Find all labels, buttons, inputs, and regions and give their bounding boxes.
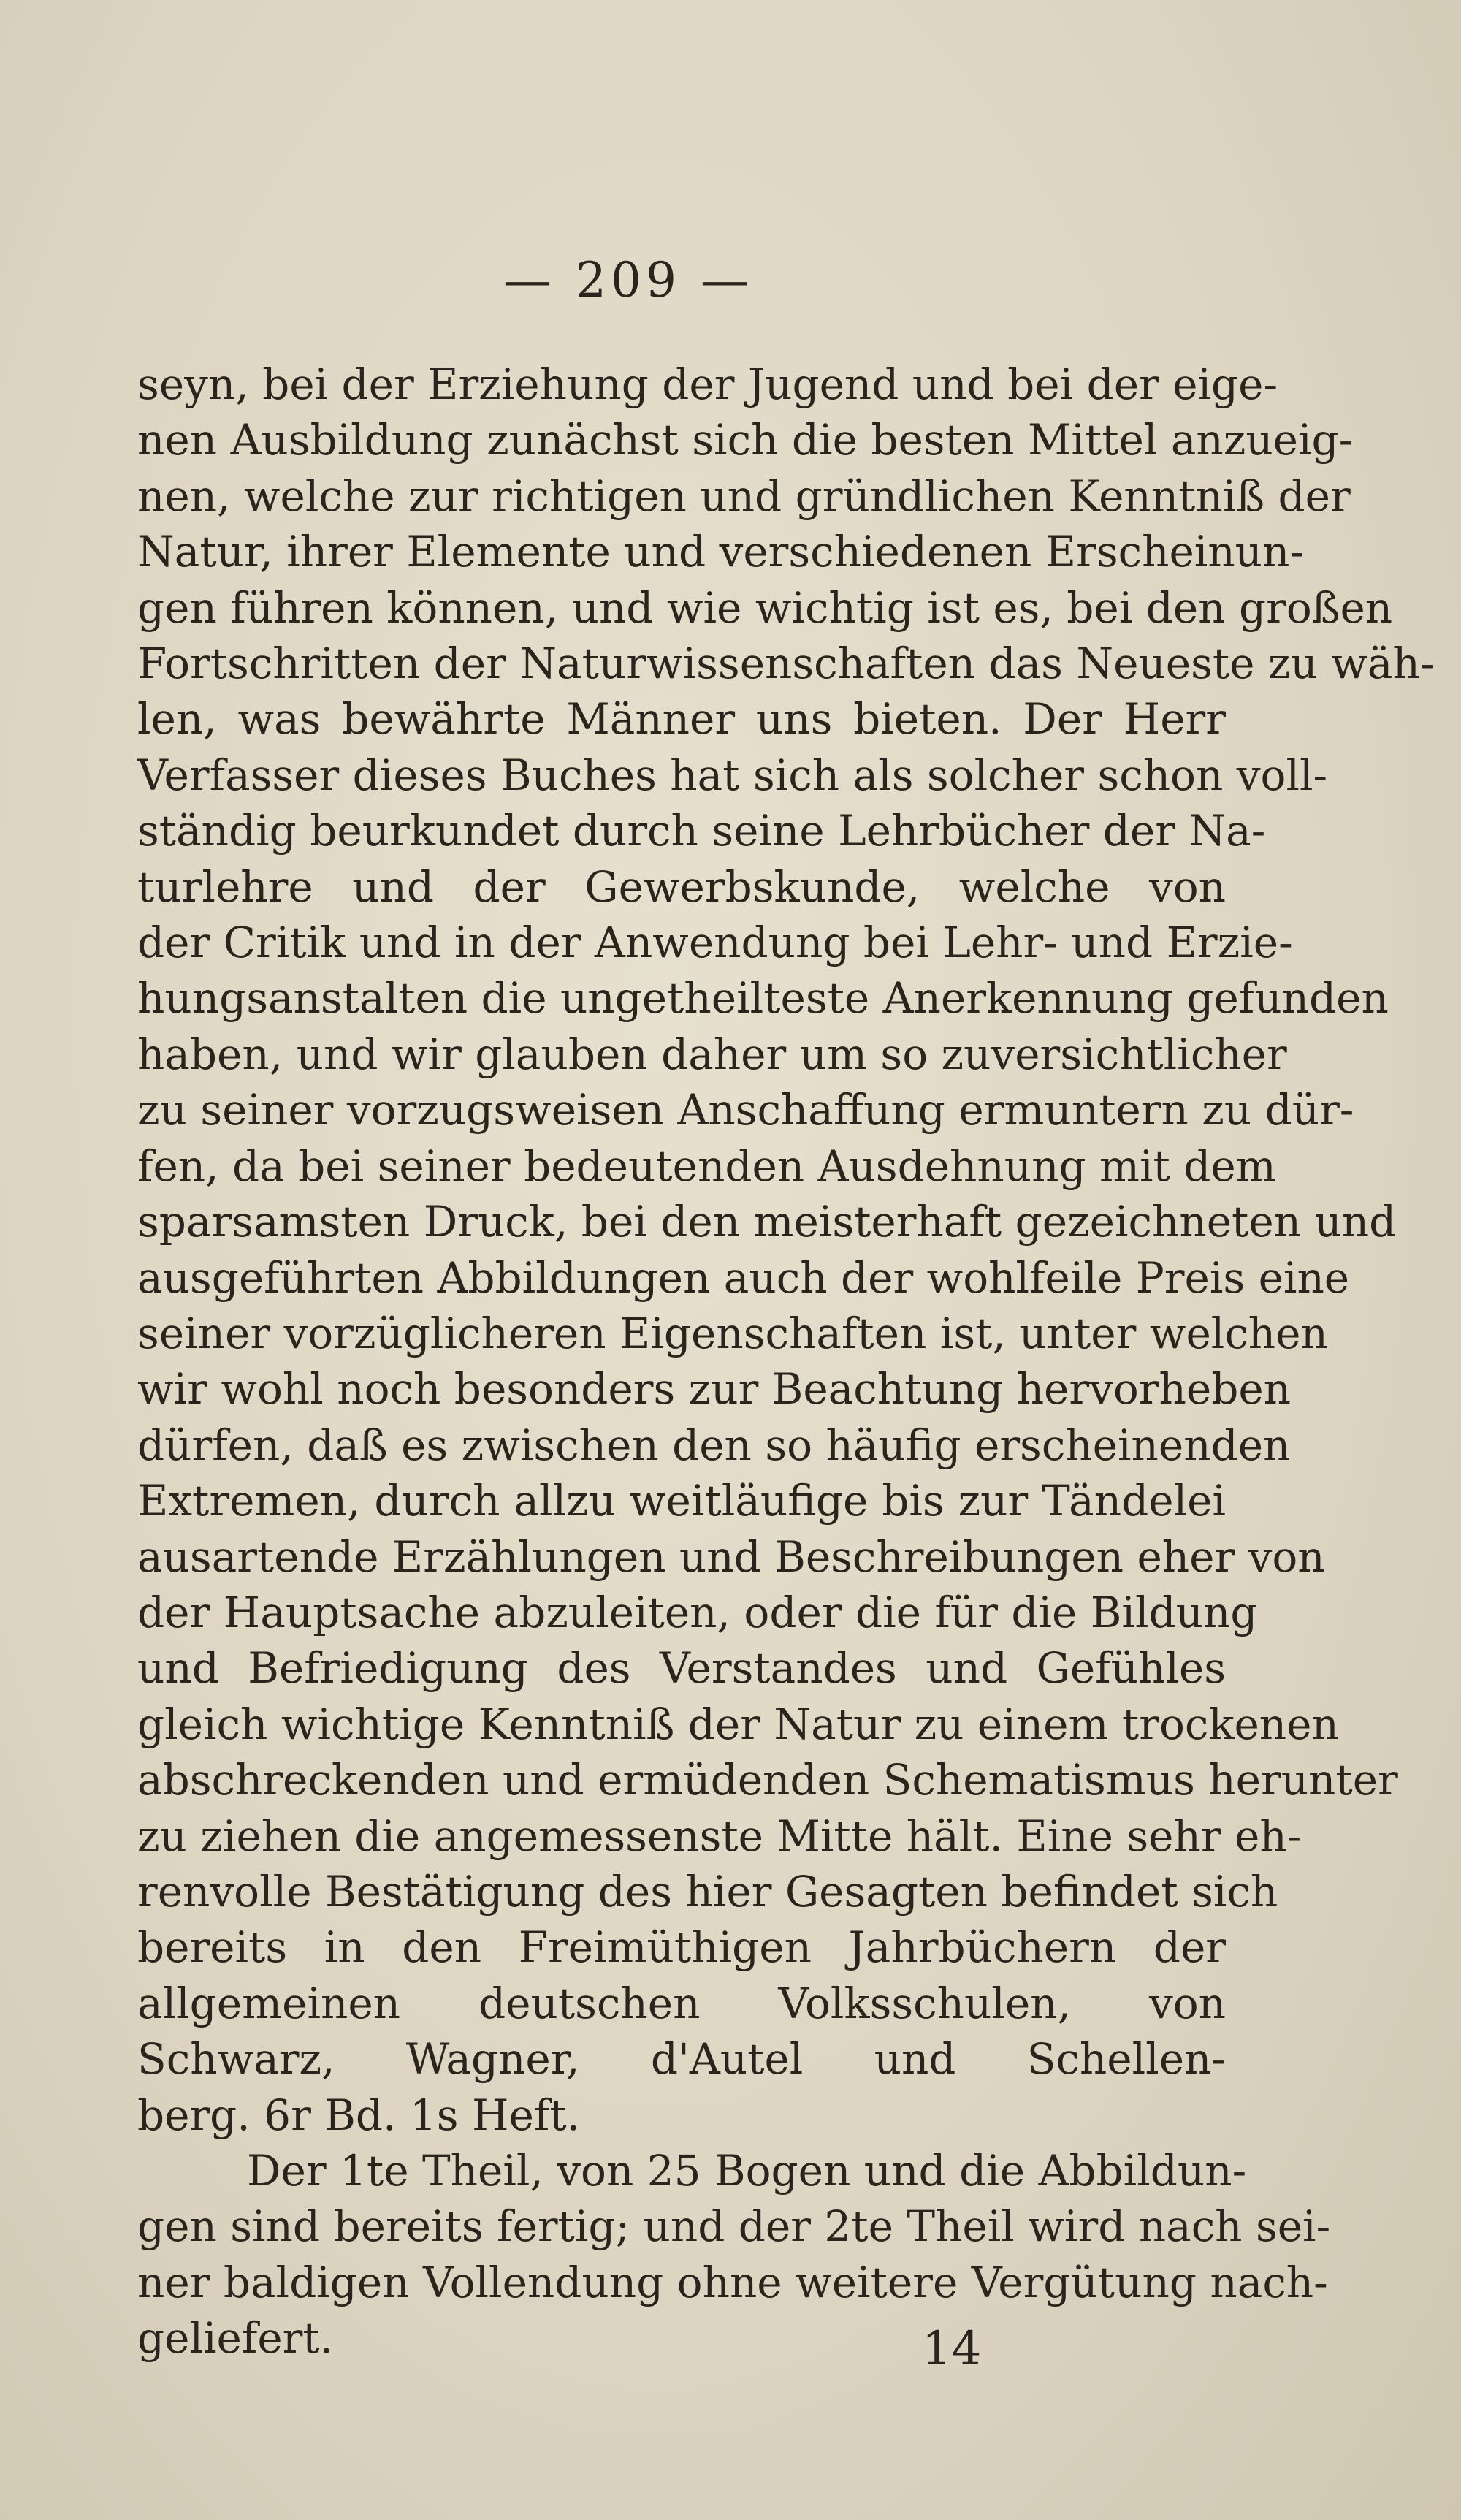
text-line: geliefert. — [137, 2313, 334, 2364]
text-line: gen sind bereits fertig; und der 2te Theil wird nach sei- — [137, 2201, 1331, 2252]
text-line: abschreckenden und ermüdenden Schematismus herunter — [137, 1755, 1398, 1805]
text-line: renvolle Bestätigung des hier Gesagten befindet sich — [137, 1866, 1278, 1916]
text-line: ner baldigen Vollendung ohne weitere Vergütung nach- — [137, 2257, 1328, 2307]
body-text — [137, 357, 1435, 2367]
text-line: zu ziehen die angemessenste Mitte hält. Eine sehr eh- — [137, 1811, 1302, 1861]
text-line: der Critik und in der Anwendung bei Lehr- und Erzie- — [137, 918, 1293, 968]
text-line: ausgeführten Abbildungen auch der wohlfeile Preis eine — [137, 1252, 1350, 1303]
text-line: dürfen, daß es zwischen den so häufig erscheinenden — [137, 1420, 1291, 1470]
text-line: der Hauptsache abzuleiten, oder die für die Bildung — [137, 1587, 1258, 1637]
page-number-header: — 209 — — [503, 252, 753, 308]
text-line: sparsamsten Druck, bei den meisterhaft gezeichneten und — [137, 1197, 1397, 1247]
signature-mark: 14 — [922, 2322, 982, 2376]
text-line: nen, welche zur richtigen und gründlichen Kenntniß der — [137, 471, 1351, 521]
text-line: bereits in den Freimüthigen Jahrbüchern der — [137, 1922, 1226, 1973]
text-line: fen, da bei seiner bedeutenden Ausdehnung mit dem — [137, 1141, 1276, 1191]
paragraph-start-line: Der 1te Theil, von 25 Bogen und die Abbildun- — [247, 2146, 1247, 2196]
text-line: allgemeinen deutschen Volksschulen, von — [137, 1978, 1226, 2028]
text-line: gen führen können, und wie wichtig ist es, bei den großen — [137, 582, 1393, 633]
text-line: nen Ausbildung zunächst sich die besten Mittel anzueig- — [137, 415, 1354, 465]
text-line: len, was bewährte Männer uns bieten. Der Herr — [137, 694, 1226, 745]
text-line: zu seiner vorzugsweisen Anschaffung ermuntern zu dür- — [137, 1085, 1354, 1135]
text-line: berg. 6r Bd. 1s Heft. — [137, 2090, 581, 2140]
text-line: seyn, bei der Erziehung der Jugend und bei der eige- — [137, 359, 1278, 409]
text-line: turlehre und der Gewerbskunde, welche von — [137, 861, 1226, 912]
text-line: gleich wichtige Kenntniß der Natur zu einem trockenen — [137, 1699, 1339, 1749]
text-line: ausartende Erzählungen und Beschreibungen eher von — [137, 1531, 1325, 1582]
text-line: Schwarz, Wagner, d'Autel und Schellen- — [137, 2034, 1226, 2085]
text-line: hungsanstalten die ungetheilteste Anerkennung gefunden — [137, 973, 1389, 1024]
text-line: wir wohl noch besonders zur Beachtung hervorheben — [137, 1364, 1291, 1415]
text-line: Natur, ihrer Elemente und verschiedenen Erscheinun- — [137, 527, 1304, 577]
text-line: haben, und wir glauben daher um so zuversichtlicher — [137, 1029, 1287, 1079]
text-line: Fortschritten der Naturwissenschaften das Neueste zu wäh- — [137, 639, 1435, 689]
text-line: Extremen, durch allzu weitläufige bis zur Tändelei — [137, 1476, 1226, 1526]
text-line: und Befriedigung des Verstandes und Gefühles — [137, 1643, 1226, 1694]
text-line: ständig beurkundet durch seine Lehrbücher der Na- — [137, 806, 1266, 856]
text-line: seiner vorzüglicheren Eigenschaften ist, unter welchen — [137, 1308, 1328, 1358]
text-line: Verfasser dieses Buches hat sich als solcher schon voll- — [137, 750, 1328, 800]
